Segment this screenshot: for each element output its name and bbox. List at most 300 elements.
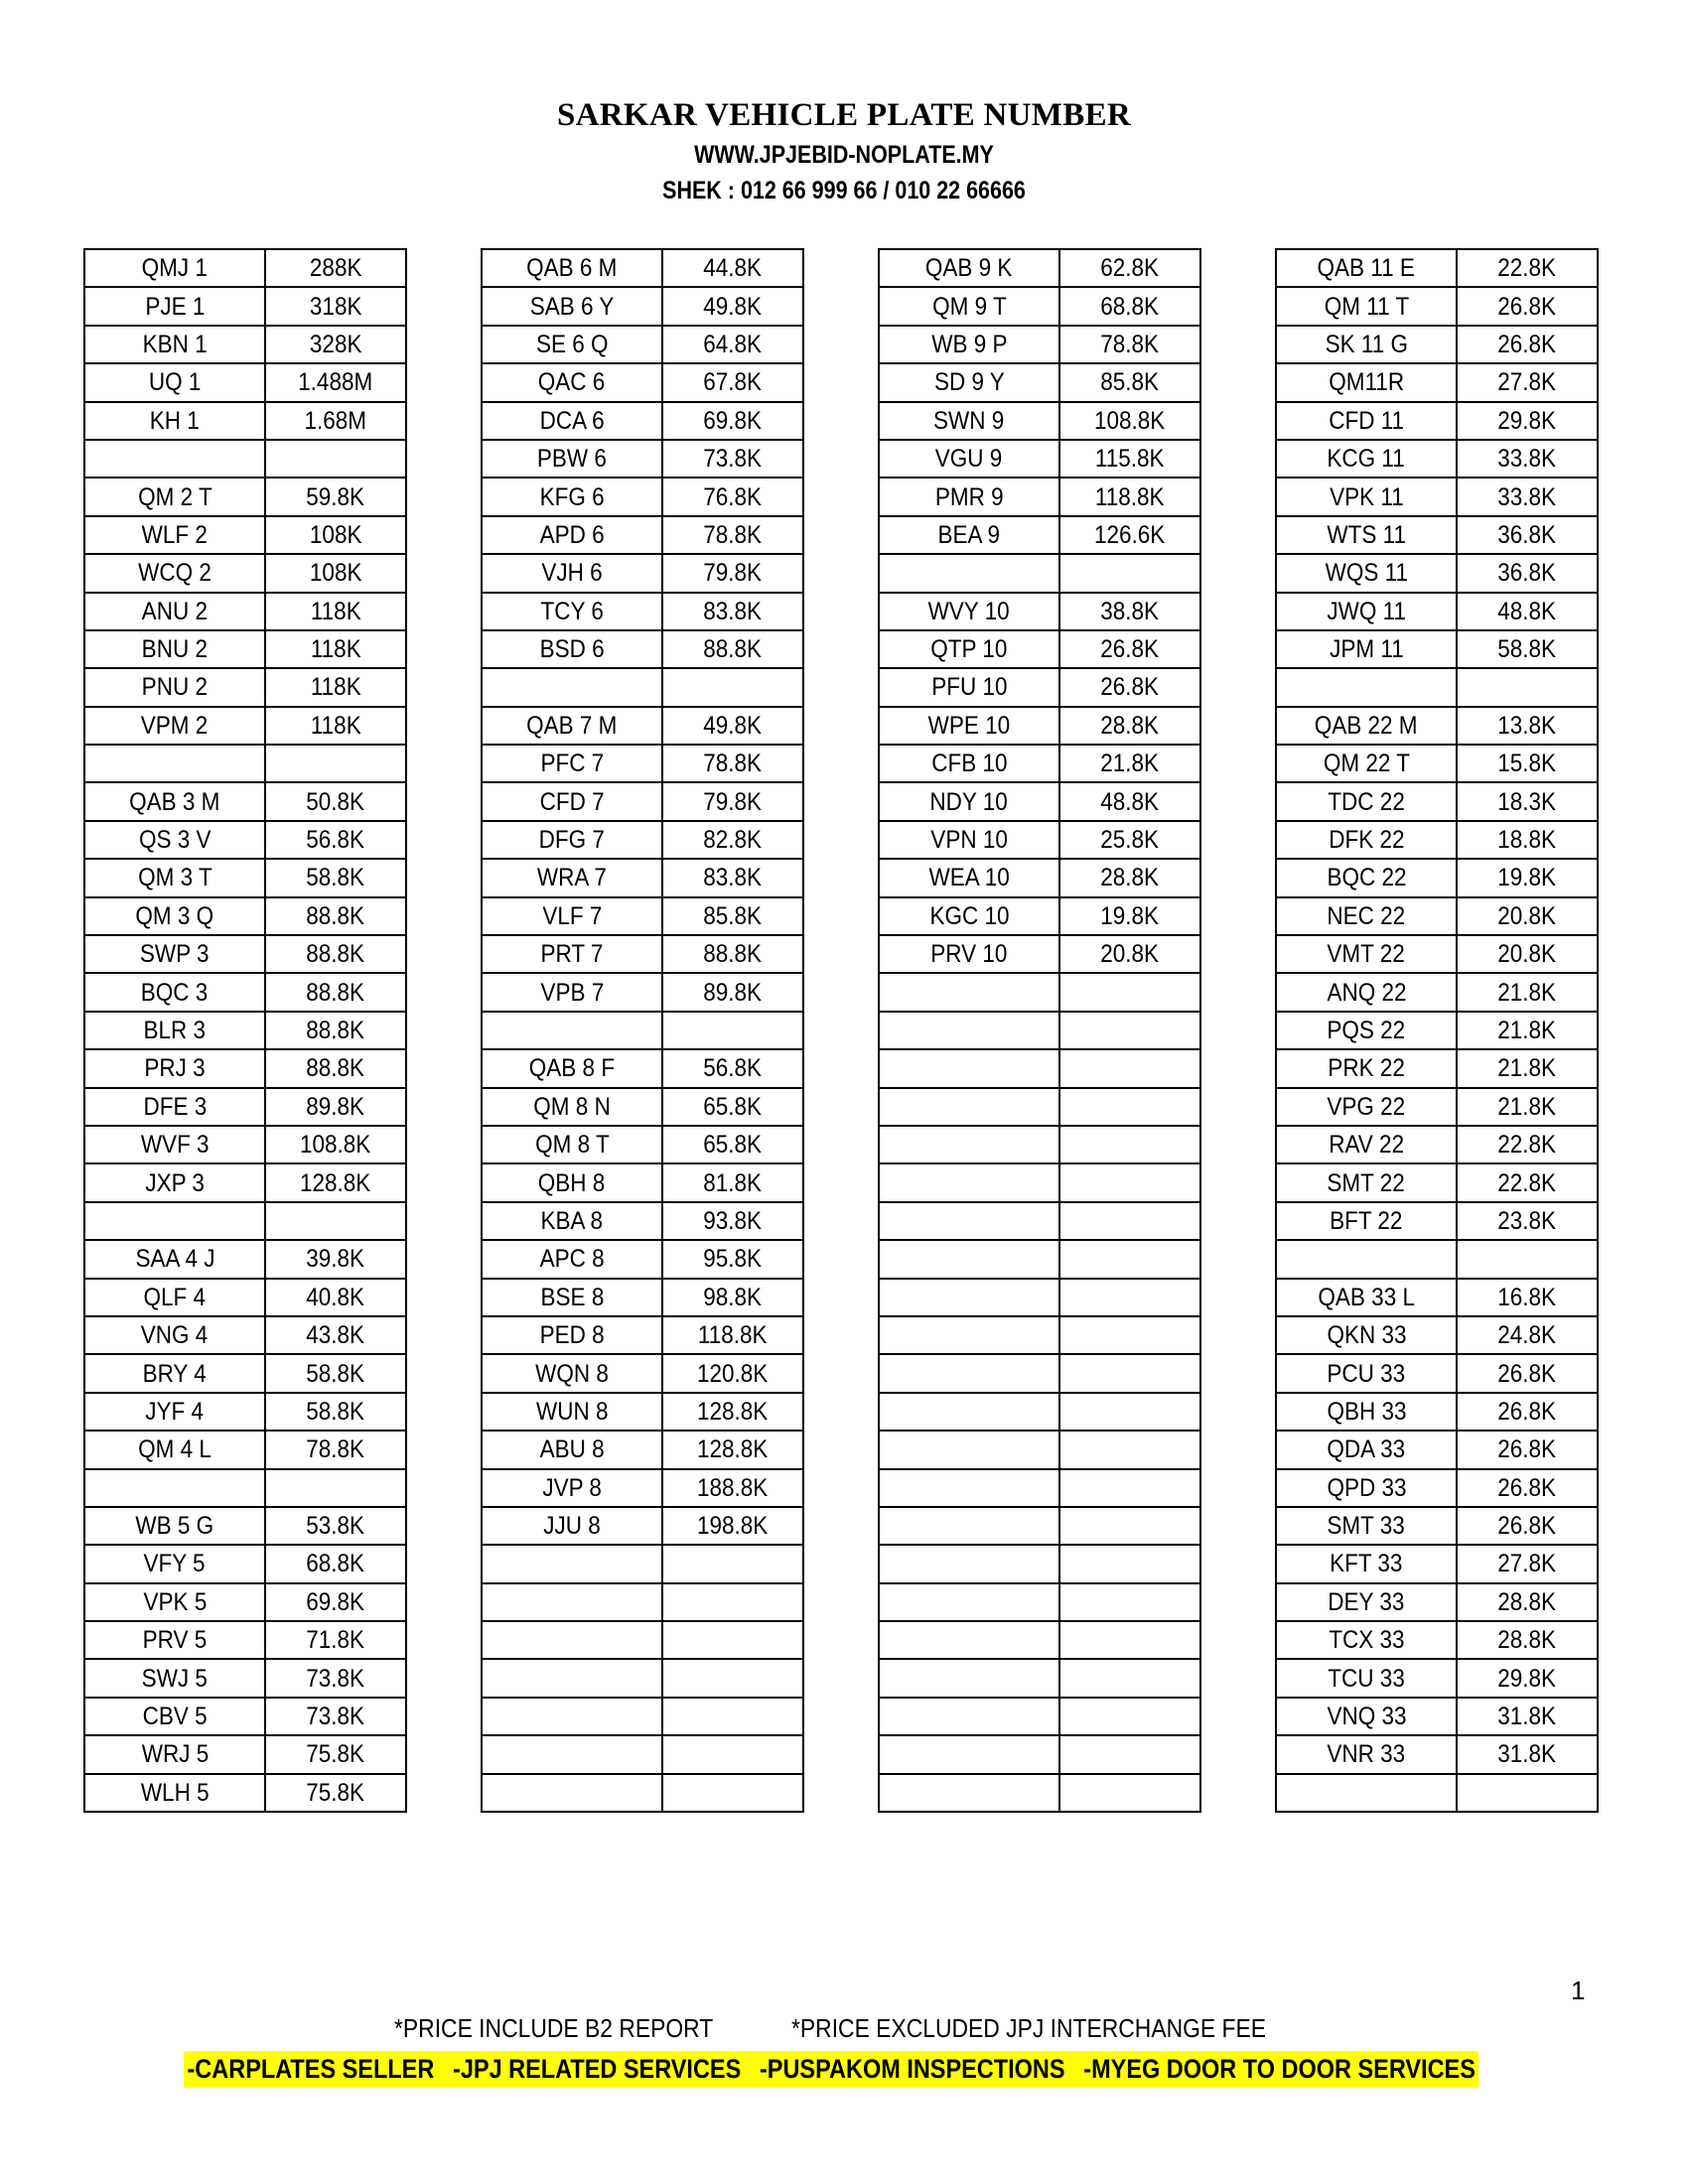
price: 28.8K xyxy=(1100,711,1160,740)
plate-number-cell xyxy=(84,326,265,363)
price-cell xyxy=(265,630,406,668)
plate-number: ANQ 22 xyxy=(1326,978,1407,1007)
plate-number: JJU 8 xyxy=(543,1512,601,1541)
plate-number: BFT 22 xyxy=(1330,1206,1403,1235)
plate-number-cell xyxy=(1276,1240,1457,1278)
plate-number: PNU 2 xyxy=(141,673,209,702)
plate-number-cell xyxy=(84,973,265,1011)
plate-number-cell xyxy=(482,1698,662,1735)
price: 128.8K xyxy=(697,1397,769,1426)
blank-row xyxy=(482,1659,803,1697)
blank-row xyxy=(482,1583,803,1621)
table-row xyxy=(482,363,803,401)
price-cell xyxy=(662,1774,803,1812)
plate-number: BQC 22 xyxy=(1326,864,1407,892)
plate-number-cell xyxy=(84,287,265,325)
price: 28.8K xyxy=(1100,864,1160,892)
price-cell xyxy=(662,1507,803,1545)
price-cell xyxy=(1059,1240,1200,1278)
plate-number-cell xyxy=(1276,363,1457,401)
price-cell xyxy=(265,1279,406,1316)
table-row xyxy=(482,745,803,782)
table-row xyxy=(1276,630,1598,668)
plate-number: PED 8 xyxy=(539,1321,605,1350)
table-row xyxy=(84,1126,406,1163)
plate-number: TCX 33 xyxy=(1328,1626,1405,1655)
plate-number-cell xyxy=(84,1279,265,1316)
plate-number-cell xyxy=(482,1469,662,1507)
plate-number-cell xyxy=(879,1163,1059,1201)
price-cell xyxy=(662,935,803,973)
plate-number: QM 2 T xyxy=(137,482,212,511)
website-url: WWW.JPJEBID-NOPLATE.MY xyxy=(694,141,994,169)
table-row xyxy=(482,1126,803,1163)
plate-number-cell xyxy=(84,1012,265,1049)
price-cell xyxy=(1059,287,1200,325)
price-cell xyxy=(265,1698,406,1735)
table-row xyxy=(1276,1393,1598,1431)
price: 48.8K xyxy=(1497,597,1557,625)
plate-number-cell xyxy=(482,249,662,287)
plate-number: ANU 2 xyxy=(141,597,209,625)
plate-number: PRT 7 xyxy=(540,940,604,969)
table-row xyxy=(1276,1202,1598,1240)
plate-number: QM 3 Q xyxy=(135,901,214,930)
table-row xyxy=(482,859,803,896)
price: 27.8K xyxy=(1497,1550,1557,1578)
table-row xyxy=(84,516,406,554)
plate-number-cell xyxy=(879,1279,1059,1316)
price: 50.8K xyxy=(306,787,365,816)
plate-number: WVF 3 xyxy=(140,1131,210,1160)
price-cell xyxy=(1059,1012,1200,1049)
table-row xyxy=(1276,1507,1598,1545)
price-cell xyxy=(662,973,803,1011)
price: 36.8K xyxy=(1497,520,1557,549)
price-cell xyxy=(662,1583,803,1621)
plate-number-cell xyxy=(1276,897,1457,935)
table-row xyxy=(1276,707,1598,745)
plate-number: VPK 11 xyxy=(1329,482,1404,511)
plate-number-cell xyxy=(1276,859,1457,896)
blank-row xyxy=(879,1126,1200,1163)
blank-row xyxy=(879,1469,1200,1507)
price: 23.8K xyxy=(1497,1206,1557,1235)
price-cell xyxy=(1059,1279,1200,1316)
table-row xyxy=(879,745,1200,782)
price: 31.8K xyxy=(1497,1740,1557,1769)
price: 73.8K xyxy=(703,445,763,474)
price: 21.8K xyxy=(1497,978,1557,1007)
plate-number-cell xyxy=(482,1507,662,1545)
plate-number: NDY 10 xyxy=(929,787,1009,816)
plate-number-cell xyxy=(482,745,662,782)
plate-number: JWQ 11 xyxy=(1327,597,1406,625)
price-cell xyxy=(662,440,803,478)
price-cell xyxy=(1059,821,1200,859)
price: 118.8K xyxy=(698,1321,768,1350)
plate-number-cell xyxy=(84,1163,265,1201)
price: 88.8K xyxy=(306,940,365,969)
blank-row xyxy=(879,1621,1200,1659)
price-cell xyxy=(1059,593,1200,630)
plate-number-cell xyxy=(879,859,1059,896)
plate-number: SE 6 Q xyxy=(535,330,609,358)
plate-number-cell xyxy=(1276,1049,1457,1087)
plate-number-cell xyxy=(482,782,662,820)
plate-number-cell xyxy=(879,1240,1059,1278)
table-row xyxy=(1276,1659,1598,1697)
plate-number-cell xyxy=(879,1012,1059,1049)
price-cell xyxy=(662,1316,803,1354)
price: 98.8K xyxy=(703,1283,763,1311)
plate-number: QS 3 V xyxy=(138,826,211,855)
price: 79.8K xyxy=(703,787,763,816)
plate-number: QM 4 L xyxy=(138,1435,211,1464)
price: 89.8K xyxy=(703,978,763,1007)
plate-number-cell xyxy=(879,1545,1059,1582)
plate-number: QAB 7 M xyxy=(526,711,618,740)
price: 198.8K xyxy=(697,1512,769,1541)
plate-number: SWP 3 xyxy=(140,940,210,969)
plate-number: WB 9 P xyxy=(930,330,1008,358)
plate-number-cell xyxy=(482,1240,662,1278)
price: 28.8K xyxy=(1497,1587,1557,1616)
plate-number: SAA 4 J xyxy=(134,1245,215,1274)
price-cell xyxy=(265,402,406,440)
plate-number: QM 9 T xyxy=(931,292,1007,321)
plate-number: PQS 22 xyxy=(1327,1017,1406,1044)
plate-number-cell xyxy=(879,1316,1059,1354)
plate-number: QM 8 N xyxy=(533,1092,611,1121)
table-row xyxy=(879,668,1200,706)
plate-number-cell xyxy=(1276,1126,1457,1163)
plate-number: PJE 1 xyxy=(144,292,206,321)
price-cell xyxy=(1059,402,1200,440)
table-row xyxy=(84,1163,406,1201)
plate-number: QTP 10 xyxy=(930,635,1008,664)
blank-row xyxy=(482,1735,803,1773)
table-row xyxy=(1276,1431,1598,1468)
plate-number-cell xyxy=(1276,630,1457,668)
plate-number-cell xyxy=(84,516,265,554)
table-row xyxy=(84,1431,406,1468)
table-row xyxy=(482,440,803,478)
plate-number: QMJ 1 xyxy=(141,254,209,283)
blank-row xyxy=(879,1240,1200,1278)
price-cell xyxy=(1059,1202,1200,1240)
price: 88.8K xyxy=(306,1054,365,1083)
table-row xyxy=(84,1240,406,1278)
plate-number-cell xyxy=(84,1393,265,1431)
plate-number: QKN 33 xyxy=(1326,1321,1407,1350)
blank-row xyxy=(879,1698,1200,1735)
plate-number-cell xyxy=(879,440,1059,478)
price: 88.8K xyxy=(306,901,365,930)
plate-number: TCU 33 xyxy=(1328,1664,1405,1693)
plate-number-cell xyxy=(482,1659,662,1697)
plate-number-cell xyxy=(1276,935,1457,973)
price-cell xyxy=(265,1354,406,1392)
plate-number-cell xyxy=(1276,1279,1457,1316)
price: 78.8K xyxy=(306,1435,365,1464)
price: 20.8K xyxy=(1497,901,1557,930)
plate-number-cell xyxy=(482,1012,662,1049)
table-row xyxy=(84,1393,406,1431)
plate-number-cell xyxy=(879,554,1059,592)
table-row xyxy=(84,707,406,745)
plate-number-cell xyxy=(482,973,662,1011)
plate-number: QAB 6 M xyxy=(526,254,618,283)
price-cell xyxy=(1457,1545,1598,1582)
price: 26.8K xyxy=(1497,330,1557,358)
table-row xyxy=(84,782,406,820)
price-cell xyxy=(662,1393,803,1431)
blank-row xyxy=(1276,1240,1598,1278)
plate-number-cell xyxy=(84,478,265,515)
plate-number-cell xyxy=(1276,593,1457,630)
price-cell xyxy=(662,516,803,554)
plate-number-cell xyxy=(1276,1354,1457,1392)
price: 49.8K xyxy=(703,292,763,321)
price: 78.8K xyxy=(703,750,763,778)
table-row xyxy=(1276,287,1598,325)
plate-number-cell xyxy=(482,1202,662,1240)
price-cell xyxy=(1457,249,1598,287)
price: 71.8K xyxy=(306,1626,365,1655)
plate-number-cell xyxy=(879,516,1059,554)
price-cell xyxy=(1059,782,1200,820)
plate-number-cell xyxy=(879,1621,1059,1659)
plate-number-cell xyxy=(1276,1012,1457,1049)
price-cell xyxy=(662,249,803,287)
price-cell xyxy=(1059,326,1200,363)
document-title: SARKAR VEHICLE PLATE NUMBER xyxy=(556,97,1132,133)
plate-number: SWN 9 xyxy=(933,406,1005,435)
plate-number: QAB 22 M xyxy=(1315,711,1418,740)
table-row xyxy=(84,1088,406,1126)
plate-number: PFC 7 xyxy=(540,750,604,778)
table-row xyxy=(482,1316,803,1354)
plate-number-cell xyxy=(84,1545,265,1582)
price-cell xyxy=(265,668,406,706)
blank-row xyxy=(879,1163,1200,1201)
price-cell xyxy=(1457,326,1598,363)
plate-number: SMT 22 xyxy=(1327,1168,1406,1197)
blank-row xyxy=(84,745,406,782)
table-row xyxy=(84,593,406,630)
price-cell xyxy=(1059,973,1200,1011)
table-row xyxy=(879,593,1200,630)
plate-number-cell xyxy=(84,782,265,820)
price-cell xyxy=(1059,935,1200,973)
plate-number-cell xyxy=(1276,1698,1457,1735)
price-cell xyxy=(265,782,406,820)
price-cell xyxy=(1457,1163,1598,1201)
plate-number: VPK 5 xyxy=(143,1587,207,1616)
price-cell xyxy=(662,1621,803,1659)
plate-number: DFE 3 xyxy=(143,1092,207,1121)
plate-number-cell xyxy=(1276,1163,1457,1201)
plate-number-cell xyxy=(879,1469,1059,1507)
table-row xyxy=(84,554,406,592)
plate-number: KGC 10 xyxy=(928,901,1010,930)
plate-number-cell xyxy=(879,287,1059,325)
plate-number: APD 6 xyxy=(539,520,605,549)
blank-row xyxy=(879,1202,1200,1240)
plate-number-cell xyxy=(879,1088,1059,1126)
price: 79.8K xyxy=(703,559,763,588)
plate-number: PBW 6 xyxy=(536,445,608,474)
plate-number-cell xyxy=(1276,973,1457,1011)
price-cell xyxy=(1457,440,1598,478)
table-row xyxy=(879,707,1200,745)
plate-number: PRJ 3 xyxy=(144,1054,206,1083)
price-cell xyxy=(1059,1469,1200,1507)
plate-number-cell xyxy=(1276,782,1457,820)
plate-number: WCQ 2 xyxy=(138,559,211,588)
plate-number-cell xyxy=(1276,402,1457,440)
price-cell xyxy=(1457,745,1598,782)
price-cell xyxy=(265,935,406,973)
blank-row xyxy=(879,1393,1200,1431)
price: 108K xyxy=(309,520,362,549)
table-row xyxy=(84,1583,406,1621)
plate-number-cell xyxy=(482,593,662,630)
price-cell xyxy=(662,821,803,859)
blank-row xyxy=(879,973,1200,1011)
price: 78.8K xyxy=(703,520,763,549)
blank-row xyxy=(879,1316,1200,1354)
price: 118K xyxy=(310,711,361,740)
plate-number: PMR 9 xyxy=(934,482,1004,511)
service-item: -MYEG DOOR TO DOOR SERVICES xyxy=(1083,2054,1476,2084)
plate-number: VPG 22 xyxy=(1327,1092,1406,1121)
table-row xyxy=(1276,554,1598,592)
table-row xyxy=(1276,1088,1598,1126)
plate-number-cell xyxy=(482,1163,662,1201)
table-row xyxy=(1276,1545,1598,1582)
price-cell xyxy=(265,745,406,782)
plate-price-table-3 xyxy=(878,248,1201,1813)
plate-number: JYF 4 xyxy=(145,1397,205,1426)
blank-row xyxy=(879,1659,1200,1697)
price-cell xyxy=(1457,859,1598,896)
price-cell xyxy=(265,287,406,325)
table-row xyxy=(482,1163,803,1201)
plate-number-cell xyxy=(1276,554,1457,592)
plate-number-cell xyxy=(1276,478,1457,515)
plate-number-cell xyxy=(482,1621,662,1659)
price-cell xyxy=(1457,821,1598,859)
plate-number: QAB 11 E xyxy=(1317,254,1416,283)
plate-number: JVP 8 xyxy=(542,1473,602,1502)
price-cell xyxy=(1059,1507,1200,1545)
plate-number-cell xyxy=(1276,1431,1457,1468)
price-cell xyxy=(662,1469,803,1507)
table-row xyxy=(482,897,803,935)
price: 49.8K xyxy=(703,711,763,740)
price-cell xyxy=(1457,516,1598,554)
price: 58.8K xyxy=(306,1359,365,1388)
plate-number-cell xyxy=(482,1583,662,1621)
price: 76.8K xyxy=(703,482,763,511)
plate-number: QLF 4 xyxy=(143,1283,207,1311)
price: 21.8K xyxy=(1497,1092,1557,1121)
table-row xyxy=(84,821,406,859)
blank-row xyxy=(879,554,1200,592)
plate-number: UQ 1 xyxy=(148,368,202,397)
price: 118K xyxy=(310,597,361,625)
plate-number: BSE 8 xyxy=(540,1283,604,1311)
table-row xyxy=(1276,1279,1598,1316)
table-row xyxy=(1276,326,1598,363)
plate-number: KFT 33 xyxy=(1330,1550,1403,1578)
price-cell xyxy=(662,707,803,745)
table-row xyxy=(1276,1316,1598,1354)
price: 83.8K xyxy=(703,864,763,892)
plate-number-cell xyxy=(482,707,662,745)
plate-number-cell xyxy=(1276,668,1457,706)
plate-number-cell xyxy=(482,287,662,325)
table-row xyxy=(482,402,803,440)
service-item: -CARPLATES SELLER xyxy=(187,2054,435,2084)
plate-number-cell xyxy=(84,897,265,935)
plate-number-cell xyxy=(879,593,1059,630)
price-cell xyxy=(662,1698,803,1735)
plate-number-cell xyxy=(1276,1469,1457,1507)
plate-number-cell xyxy=(1276,326,1457,363)
price-cell xyxy=(662,1163,803,1201)
plate-number: WEA 10 xyxy=(928,864,1010,892)
price-cell xyxy=(662,1126,803,1163)
blank-row xyxy=(482,1012,803,1049)
price-cell xyxy=(1059,707,1200,745)
plate-number-cell xyxy=(1276,745,1457,782)
plate-number: QBH 8 xyxy=(538,1168,606,1197)
table-row xyxy=(1276,402,1598,440)
price-cell xyxy=(1457,478,1598,515)
price-cell xyxy=(265,1316,406,1354)
price: 22.8K xyxy=(1497,1131,1557,1160)
plate-number: WQN 8 xyxy=(535,1359,609,1388)
price: 13.8K xyxy=(1497,711,1557,740)
price-cell xyxy=(1457,1774,1598,1812)
price: 20.8K xyxy=(1497,940,1557,969)
plate-number-cell xyxy=(84,363,265,401)
plate-number-cell xyxy=(1276,1621,1457,1659)
services-banner xyxy=(184,2051,1478,2088)
plate-number-cell xyxy=(879,897,1059,935)
plate-number: WLF 2 xyxy=(141,520,209,549)
price-cell xyxy=(662,402,803,440)
plate-number-cell xyxy=(84,1774,265,1812)
table-row xyxy=(879,897,1200,935)
plate-number-cell xyxy=(879,668,1059,706)
plate-number: QM 11 T xyxy=(1324,292,1409,321)
price-cell xyxy=(265,1240,406,1278)
table-row xyxy=(84,1774,406,1812)
plate-number-cell xyxy=(84,1354,265,1392)
table-row xyxy=(1276,935,1598,973)
plate-number: VNQ 33 xyxy=(1326,1703,1407,1731)
price-cell xyxy=(1059,630,1200,668)
plate-number: VNG 4 xyxy=(141,1321,209,1350)
table-row xyxy=(1276,1049,1598,1087)
price-cell xyxy=(1059,1393,1200,1431)
price: 85.8K xyxy=(703,901,763,930)
price-cell xyxy=(1457,554,1598,592)
